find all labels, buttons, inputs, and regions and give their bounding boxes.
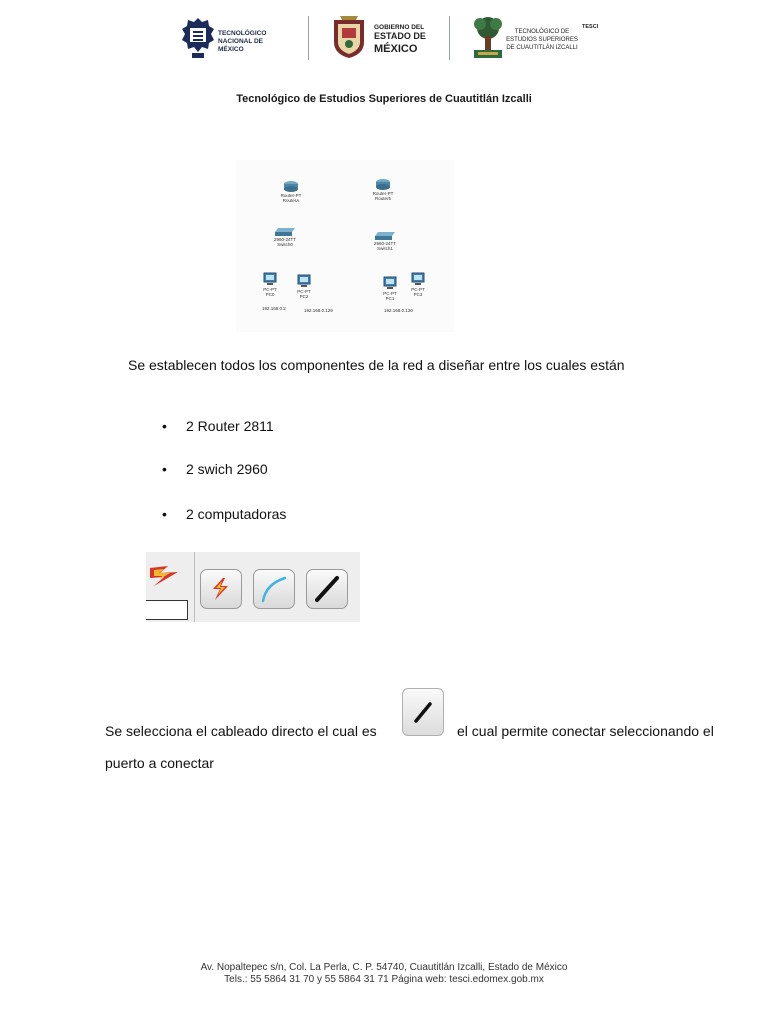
- device-type-box: [146, 600, 188, 620]
- ip-label-3: 192.168.0.130: [384, 308, 413, 313]
- switch-icon: [375, 232, 395, 240]
- pc-1-name: PC1: [385, 296, 395, 301]
- tesci-text: TECNOLÓGICO DE ESTUDIOS SUPERIORES DE CUAUTITLÁN IZCALLI: [506, 29, 578, 51]
- tecnm-text: TECNOLÓGICO NACIONAL DE MÉXICO: [218, 30, 267, 53]
- edomex-line1: GOBIERNO DEL: [374, 24, 425, 31]
- cable-text-line2: puerto a conectar: [105, 755, 214, 771]
- straight-through-inline-button: [402, 688, 444, 736]
- footer-line2: Tels.: 55 5864 31 70 y 55 5864 31 71 Página web: tesci.edomex.gob.mx: [224, 974, 544, 985]
- switch-0-name: Switch0: [277, 242, 293, 247]
- pc-1: [378, 276, 402, 301]
- pc-3-name: PC3: [413, 292, 423, 297]
- switch-1-name: Switch1: [377, 246, 393, 251]
- switch-1: [370, 232, 400, 251]
- connections-toolbar: [146, 552, 360, 622]
- router-a-name: RouterA: [282, 198, 300, 203]
- router-5: [368, 178, 398, 201]
- bullet-symbol: •: [162, 418, 167, 434]
- router-icon: [375, 178, 391, 190]
- cable-text-part1: Se selecciona el cableado directo el cual es: [105, 723, 377, 739]
- bullet-text: 2 computadoras: [186, 506, 287, 522]
- pc-1-model: PC-PT: [383, 291, 397, 296]
- bullet-item-1: [162, 418, 274, 434]
- connections-lightning-icon[interactable]: [148, 562, 182, 588]
- router-icon: [283, 180, 299, 192]
- straight-through-cable-icon: [307, 570, 347, 608]
- header-divider: [308, 16, 309, 60]
- footer-address: [0, 962, 768, 986]
- footer-line1: Av. Nopaltepec s/n, Col. La Perla, C. P. 54740, Cuautitlán Izcalli, Estado de México: [200, 962, 568, 973]
- bullet-symbol: •: [162, 461, 167, 477]
- tecnm-logo: [180, 14, 290, 62]
- console-cable-button[interactable]: [253, 569, 295, 609]
- straight-through-cable-icon: [403, 689, 443, 735]
- edomex-logo: [330, 12, 440, 64]
- bullet-item-2: [162, 461, 268, 477]
- bullet-symbol: •: [162, 506, 167, 522]
- edomex-shield-icon: [330, 14, 368, 60]
- pc-3: [406, 272, 430, 297]
- router-5-model: Router-PT: [372, 191, 394, 196]
- pc-icon: [411, 272, 425, 286]
- switch-0-model: 2960-24TT: [273, 237, 296, 242]
- toolbar-divider: [194, 552, 195, 622]
- pc-3-model: PC-PT: [411, 287, 425, 292]
- switch-icon: [275, 228, 295, 236]
- pc-0: [258, 272, 282, 297]
- pc-2: [292, 274, 316, 299]
- pc-0-model: PC-PT: [263, 287, 277, 292]
- router-a-model: Router-PT: [280, 193, 302, 198]
- auto-connection-button[interactable]: [200, 569, 242, 609]
- console-cable-icon: [254, 570, 294, 608]
- tesci-logo: [470, 12, 599, 64]
- connections-auto-icon: [201, 570, 241, 608]
- network-diagram: [236, 160, 454, 332]
- institution-name: Tecnológico de Estudios Superiores de Cuautitlán Izcalli: [236, 93, 532, 105]
- pc-0-name: PC0: [265, 292, 275, 297]
- cable-text-part2: el cual permite conectar seleccionando el: [457, 723, 714, 739]
- edomex-line3: MÉXICO: [374, 43, 418, 55]
- straight-through-cable-button[interactable]: [306, 569, 348, 609]
- router-5-name: Router5: [374, 196, 391, 201]
- pc-icon: [263, 272, 277, 286]
- tesci-tree-icon: [470, 14, 506, 62]
- switch-0: [270, 228, 300, 247]
- switch-1-model: 2960-24TT: [373, 241, 396, 246]
- pc-icon: [297, 274, 311, 288]
- bullet-text: 2 Router 2811: [186, 418, 274, 434]
- pc-icon: [383, 276, 397, 290]
- tesci-vertical-text: TESCI: [582, 24, 599, 30]
- bullet-item-3: [162, 506, 286, 522]
- ip-label-1: 192.168.0.2: [262, 306, 286, 311]
- pc-2-name: PC2: [299, 294, 309, 299]
- ip-label-2: 192.168.0.129: [304, 308, 333, 313]
- router-a: [276, 180, 306, 203]
- bullet-text: 2 swich 2960: [186, 461, 268, 477]
- header-divider-2: [449, 16, 450, 60]
- pc-2-model: PC-PT: [297, 289, 311, 294]
- tecnm-gear-icon: [180, 16, 216, 60]
- edomex-line2: ESTADO DE: [374, 31, 426, 41]
- intro-paragraph: Se establecen todos los componentes de la red a diseñar entre los cuales están: [128, 357, 625, 373]
